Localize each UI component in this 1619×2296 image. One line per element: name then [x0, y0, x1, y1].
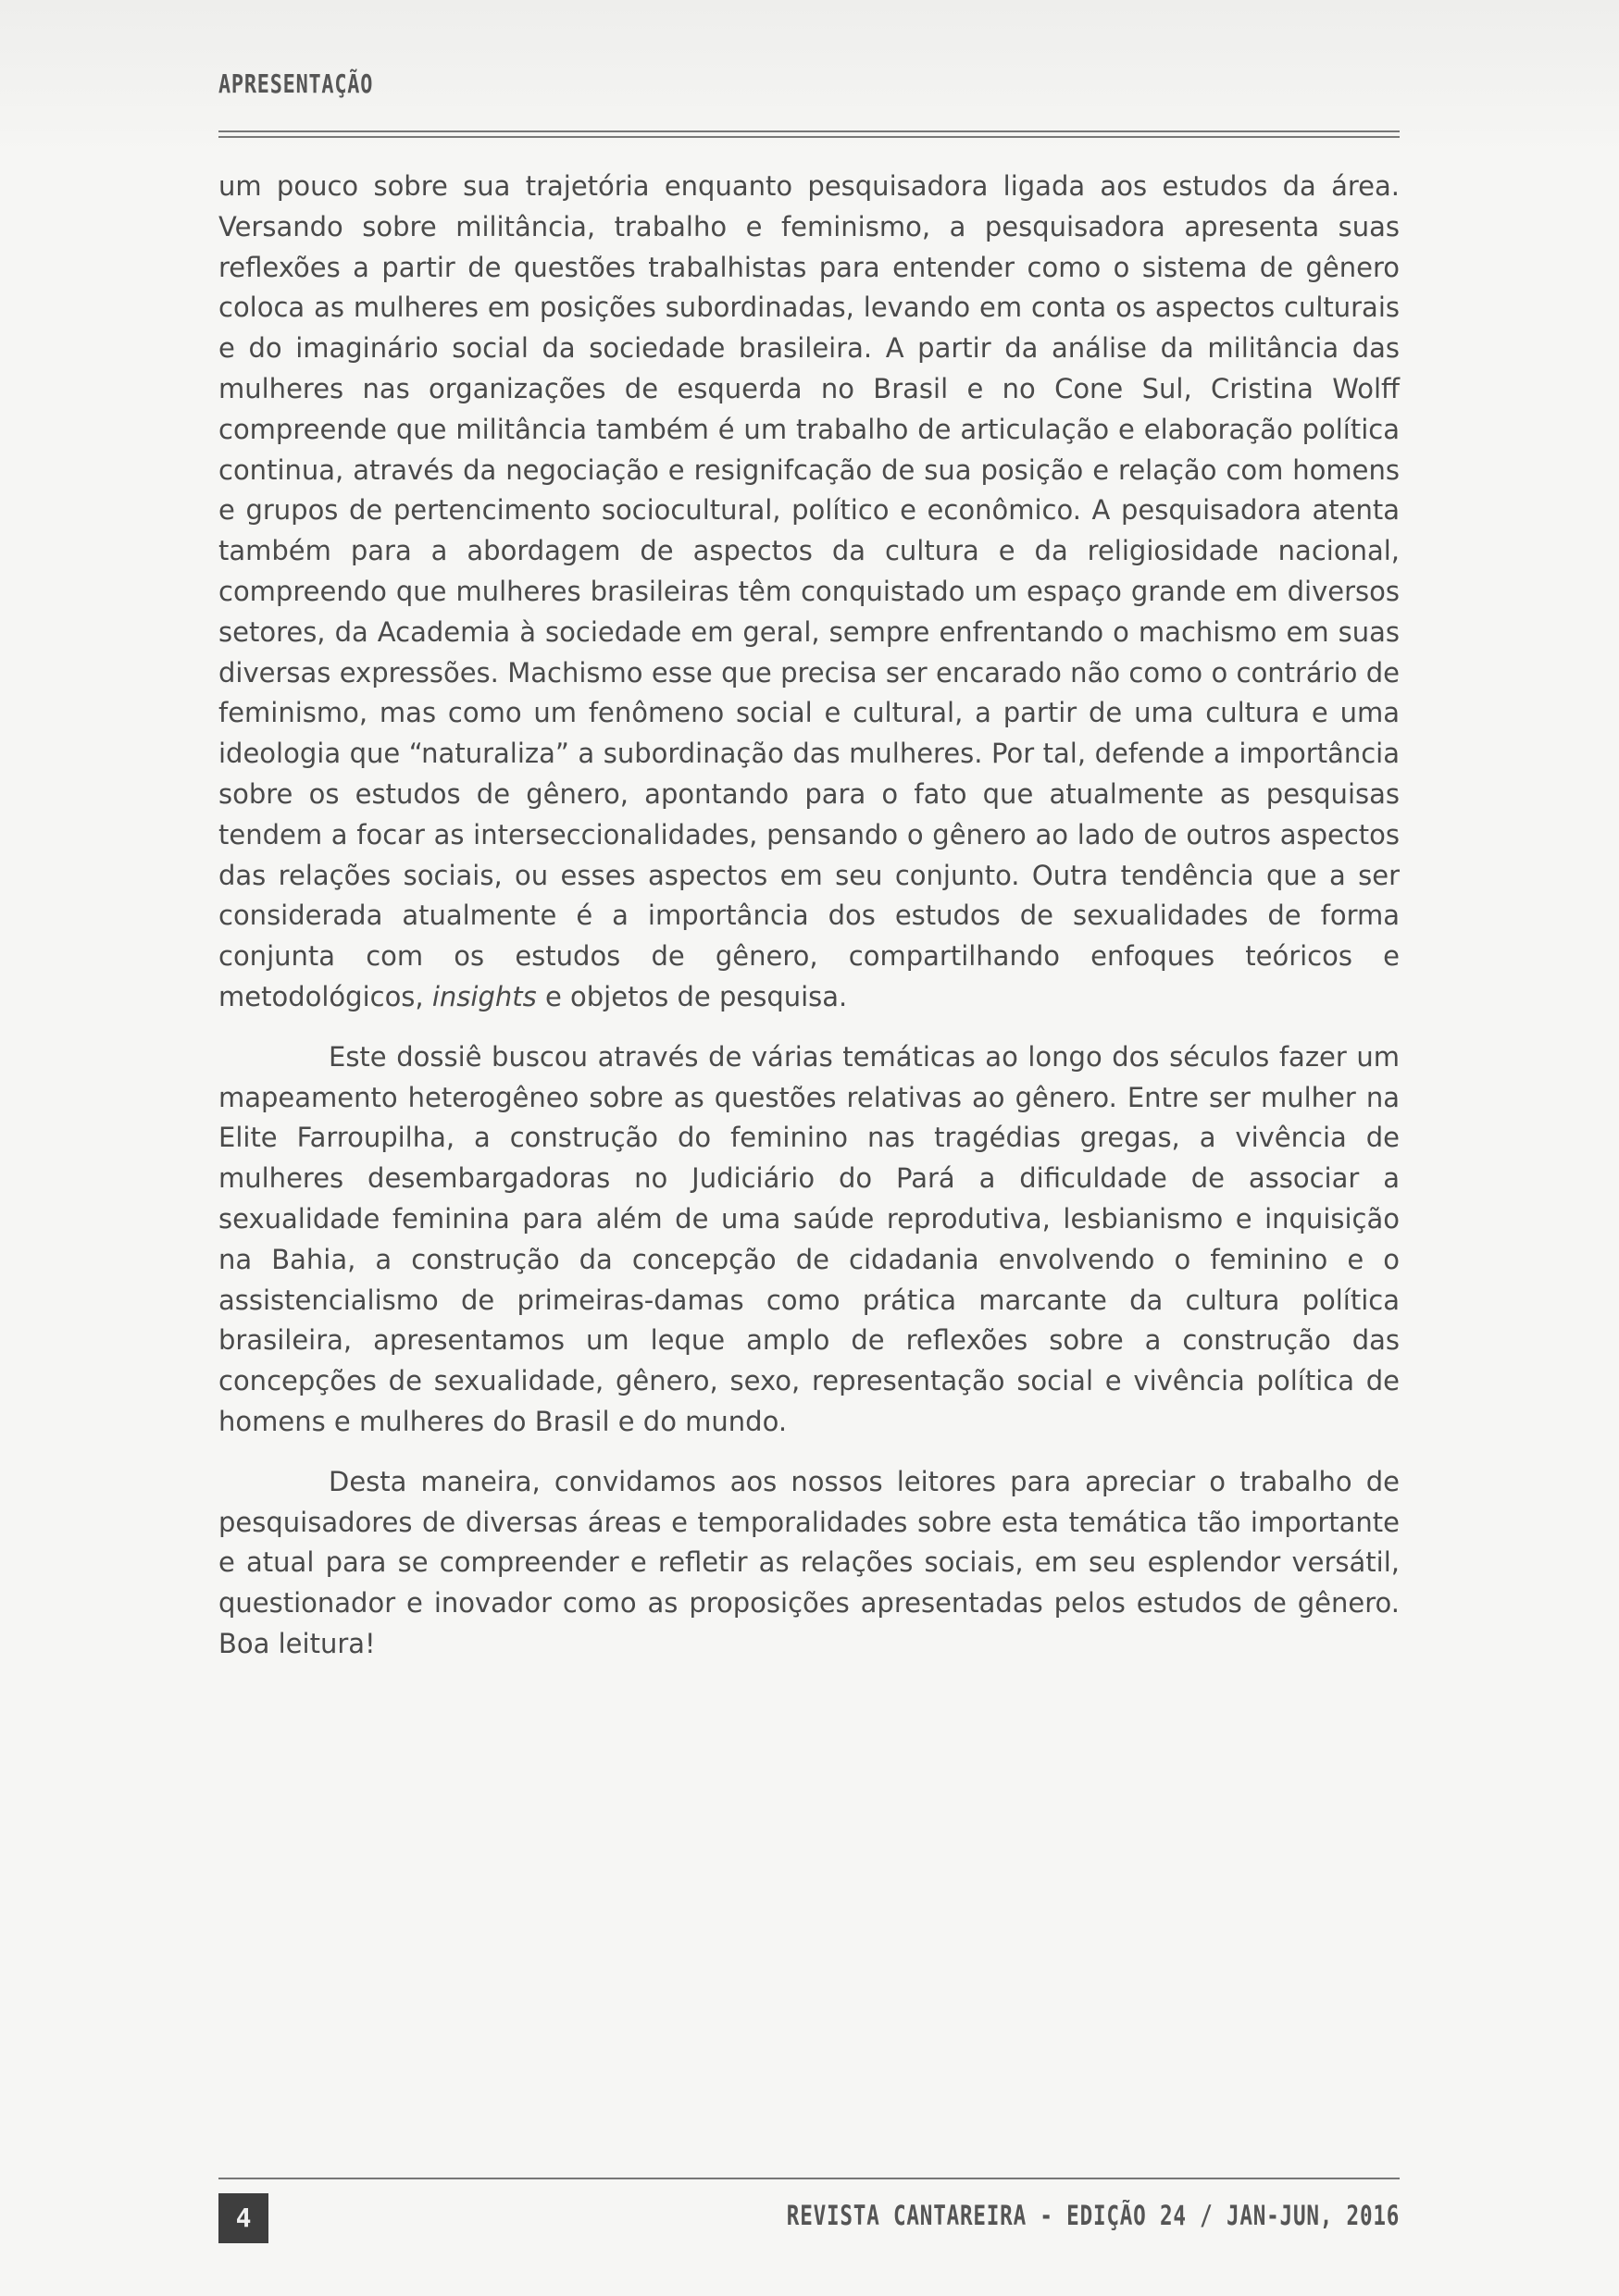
paragraph-2: Este dossiê buscou através de várias temáticas ao longo dos séculos fazer um mapeamento heterogêneo sobre as questões relativas ao gênero. Entre ser mulher na Elite Farroupilha, a construção do feminino nas tragédias gregas, a vivência de mulheres desembargadoras no Judiciário do Pará a dificuldade de associar a sexualidade feminina para além de uma saúde reprodutiva, lesbianismo e inquisição na Bahia, a construção da concepção de cidadania envolvendo o feminino e o assistencialismo de primeiras-damas como prática marcante da cultura política brasileira, apresentamos um leque amplo de reflexões sobre a construção das concepções de sexualidade, gênero, sexo, representação social e vivência política de homens e mulheres do Brasil e do mundo.: [218, 1040, 1400, 1437]
paragraph-1-text-end: e objetos de pesquisa.: [536, 980, 848, 1012]
journal-citation: REVISTA CANTAREIRA - EDIÇÃO 24 / JAN-JUN, 2016: [786, 2200, 1400, 2231]
paragraph-1: [218, 167, 1400, 1018]
section-title: APRESENTAÇÃO: [218, 68, 374, 99]
article-body: [218, 167, 1400, 1684]
page-number: 4: [218, 2193, 268, 2243]
paragraph-1-text: um pouco sobre sua trajetória enquanto pesquisadora ligada aos estudos da área. Versando sobre militância, trabalho e feminismo, a pesquisadora apresenta suas reflexões a partir de questões trabalhistas para entender como o sistema de gênero coloca as mulheres em posições subordinadas, levando em conta os aspectos culturais e do imaginário social da sociedade brasileira. A partir da análise da militância das mulheres nas organizações de esquerda no Brasil e no Cone Sul, Cristina Wolff compreende que militância também é um trabalho de articulação e elaboração política continua, através da negociação e resignifcação de sua posição e relação com homens e grupos de pertencimento sociocultural, político e econômico. A pesquisadora atenta também para a abordagem de aspectos da cultura e da religiosidade nacional, compreendo que mulheres brasileiras têm conquistado um espaço grande em diversos setores, da Academia à sociedade em geral, sempre enfrentando o machismo em suas diversas expressões. Machismo esse que precisa ser encarado não como o contrário de feminismo, mas como um fenômeno social e cultural, a partir de uma cultura e uma ideologia que “naturaliza” a subordinação das mulheres. Por tal, defende a importância sobre os estudos de gênero, apontando para o fato que atualmente as pesquisas tendem a focar as interseccionalidades, pensando o gênero ao lado de outros aspectos das relações sociais, ou esses aspectos em seu conjunto. Outra tendência que a ser considerada atualmente é a importância dos estudos de sexualidades de forma conjunta com os estudos de gênero, compartilhando enfoques teóricos e metodológicos,: [218, 170, 1400, 1012]
paragraph-1-italic-term: insights: [431, 980, 537, 1012]
paragraph-3: Desta maneira, convidamos aos nossos leitores para apreciar o trabalho de pesquisadores de diversas áreas e temporalidades sobre esta temática tão importante e atual para se compreender e refletir as relações sociais, em seu esplendor versátil, questionador e inovador como as proposições apresentadas pelos estudos de gênero. Boa leitura!: [218, 1465, 1400, 1659]
footer-rule: [218, 2178, 1400, 2179]
header-double-rule: [218, 130, 1400, 138]
